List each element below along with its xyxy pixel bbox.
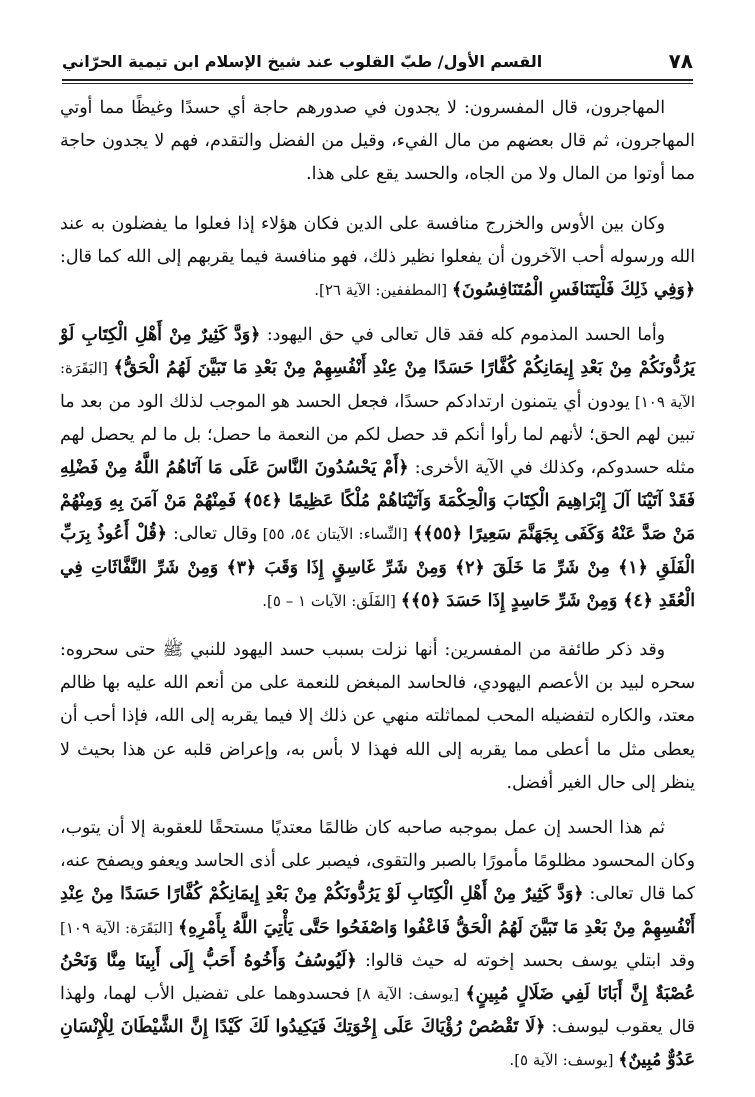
quran-verse: ﴿وَدَّ كَثِيرٌ مِنْ أَهْلِ الْكِتَابِ لَوْ يَرُدُّونَكُمْ مِنْ بَعْدِ إِيمَانِكُمْ كُفَّارًا حَسَدًا مِنْ عِنْدِ أَنْفُسِهِمْ مِنْ بَعْدِ مَا تَبَيَّنَ لَهُمُ الْحَقُّ فَاعْفُوا وَاصْفَحُوا حَتَّى يَأْتِيَ اللَّهُ بِأَمْرِهِ﴾ — [60, 884, 695, 938]
page-number: ٧٨ — [668, 49, 693, 73]
quran-verse: ﴿قُلْ أَعُوذُ بِرَبِّ الْفَلَقِ ﴿١﴾ مِنْ شَرِّ مَا خَلَقَ ﴿٢﴾ وَمِنْ شَرِّ غَاسِقٍ إِذَا وَقَبَ ﴿٣﴾ وَمِنْ شَرِّ النَّفَّاثَاتِ فِي الْعُقَدِ ﴿٤﴾ وَمِنْ شَرِّ حَاسِدٍ إِذَا حَسَدَ ﴿٥﴾﴾ — [60, 524, 695, 611]
paragraph — [60, 634, 695, 800]
body-text: وكان بين الأوس والخزرج منافسة على الدين فكان هؤلاء إذا فعلوا ما يفضلون به عند الله ورسوله أحب الآخرون أن يفعلوا نظير ذلك، فهو منافسة فيما يقربهم إلى الله كما قال: — [60, 213, 695, 267]
paragraph — [60, 208, 695, 308]
verse-citation: [يوسف: الآية ٥]. — [509, 1051, 619, 1070]
page-body — [60, 92, 695, 1078]
verse-citation: [المطففين: الآية ٢٦]. — [314, 281, 452, 300]
running-title: القسم الأول/ طبّ القلوب عند شيخ الإسلام ابن تيمية الحرّاني — [62, 51, 543, 71]
body-text: وقال تعالى: — [166, 524, 258, 545]
body-text: وأما الحسد المذموم كله فقد قال تعالى في حق اليهود: — [260, 325, 666, 346]
quran-verse: ﴿لَيُوسُفُ وَأَخُوهُ أَحَبُّ إِلَى أَبِينَا مِنَّا وَنَحْنُ عُصْبَةٌ إِنَّ أَبَانَا لَفِي ضَلَالٍ مُبِينٍ﴾ — [60, 950, 696, 1005]
body-text: المهاجرون، قال المفسرون: لا يجدون في صدورهم حاجة أي حسدًا وغيظًا مما أوتي المهاجرون، ثم قال بعضهم من مال الفيء، وقيل من الفضل والتقدم، فهم لا يجدون حاجة مما أوتوا من المال ولا من الجاه، والحسد يقع على هذا. — [60, 98, 695, 185]
verse-citation: [النِّساء: الآيتان ٥٤، ٥٥] — [257, 525, 414, 544]
quran-verse: ﴿لَا تَقْصُصْ رُؤْيَاكَ عَلَى إِخْوَتِكَ فَيَكِيدُوا لَكَ كَيْدًا إِنَّ الشَّيْطَانَ لِلْإِنْسَانِ عَدُوٌّ مُبِينٌ﴾ — [60, 1017, 695, 1071]
paragraph — [60, 319, 695, 618]
paragraph — [60, 812, 695, 1078]
body-text: وقد ابتلي يوسف بحسد إخوته له حيث قالوا: — [356, 950, 696, 971]
quran-verse: ﴿وَفِي ذَلِكَ فَلْيَتَنَافَسِ الْمُتَنَافِسُونَ﴾ — [451, 280, 695, 301]
body-text: فحسدوهما على تفضيل الأب لهما، ولهذا قال يعقوب ليوسف: — [60, 984, 695, 1038]
verse-citation: [الفَلَق: الآيات ١ – ٥]. — [262, 591, 401, 610]
paragraph — [60, 92, 695, 192]
body-text: يودون أي يتمنون ارتدادكم حسدًا، فجعل الحسد هو الموجب لذلك الود من بعد ما تبين لهم الحق؛ لأنهم لما رأوا أنكم قد حصل لكم من النعمة ما حصل؛ بل ما لم يحصل لهم مثله حسدوكم، وكذلك في الآية الأخرى: — [60, 391, 695, 479]
header-rule — [62, 79, 693, 84]
body-text: ثم هذا الحسد إن عمل بموجبه صاحبه كان ظالمًا معتديًا مستحقًا للعقوبة إلا أن يتوب، وكان المحسود مظلومًا مأمورًا بالصبر والتقوى، فيصبر على أذى الحاسد ويعفو ويصفح عنه، كما قال تعالى: — [60, 818, 695, 905]
quran-verse: ﴿أَمْ يَحْسُدُونَ النَّاسَ عَلَى مَا آتَاهُمُ اللَّهُ مِنْ فَضْلِهِ فَقَدْ آتَيْنَا آلَ إِبْرَاهِيمَ الْكِتَابَ وَالْحِكْمَةَ وَآتَيْنَاهُمْ مُلْكًا عَظِيمًا ﴿٥٤﴾ فَمِنْهُمْ مَنْ آمَنَ بِهِ وَمِنْهُمْ مَنْ صَدَّ عَنْهُ وَكَفَى بِجَهَنَّمَ سَعِيرًا ﴿٥٥﴾﴾ — [60, 458, 696, 545]
verse-citation: [البَقَرَة: الآية ١٠٩] — [60, 359, 695, 411]
verse-citation: [يوسف: الآية ٨] — [350, 985, 466, 1004]
page-header — [62, 46, 693, 76]
body-text: وقد ذكر طائفة من المفسرين: أنها نزلت بسبب حسد اليهود للنبي ﷺ حتى سحروه: سحره لبيد بن الأعصم اليهودي، فالحاسد المبغض للنعمة على من أنعم الله عليه بها ظالم معتد، والكاره لتفضيله المحب لمماثلته منهي عن ذلك إلا فيما يقربه إلى الله، فإذا أحب أن يعطى مثل ما أعطى مما يقربه إلى الله فهذا لا بأس به، وإعراض قلبه عن هذا بحيث لا ينظر إلى حال الغير أفضل. — [60, 640, 695, 793]
quran-verse: ﴿وَدَّ كَثِيرٌ مِنْ أَهْلِ الْكِتَابِ لَوْ يَرُدُّونَكُمْ مِنْ بَعْدِ إِيمَانِكُمْ كُفَّارًا حَسَدًا مِنْ عِنْدِ أَنْفُسِهِمْ مِنْ بَعْدِ مَا تَبَيَّنَ لَهُمُ الْحَقُّ﴾ — [60, 325, 695, 379]
verse-citation: [البَقَرَة: الآية ١٠٩] — [60, 918, 178, 937]
